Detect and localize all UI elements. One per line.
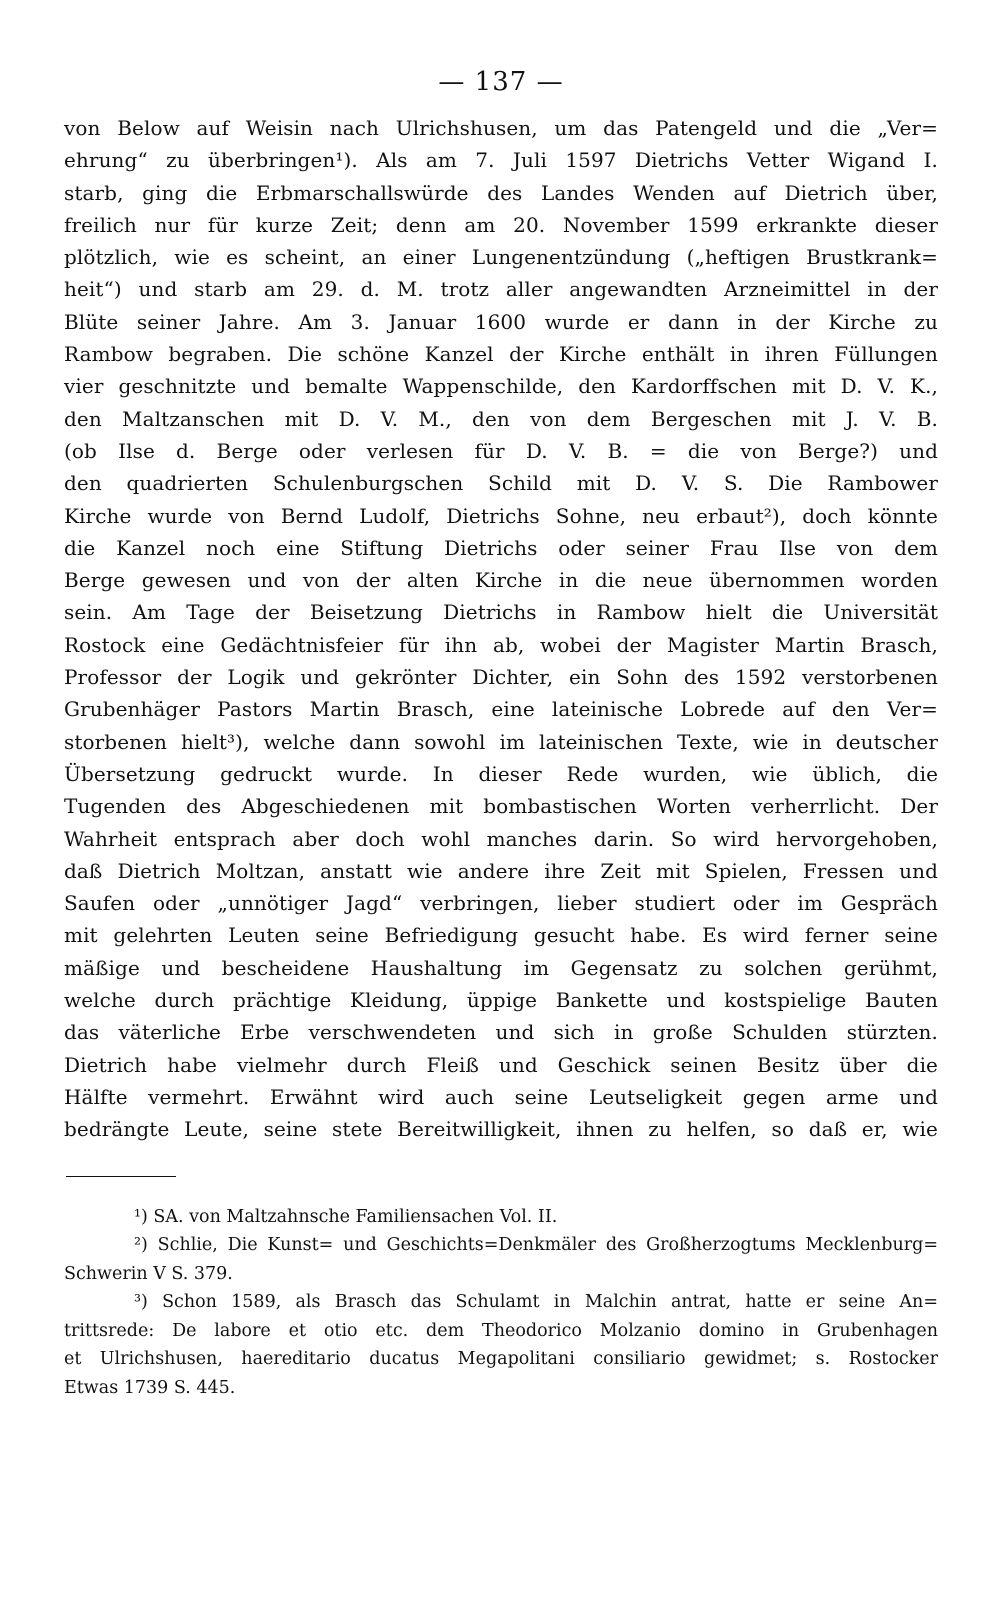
text-line: sein. Am Tage der Beisetzung Dietrichs in Rambow hielt die Universität <box>64 600 938 625</box>
text-line: Übersetzung gedruckt wurde. In dieser Rede wurden, wie üblich, die <box>64 761 938 786</box>
text-line: Berge gewesen und von der alten Kirche in die neue übernommen worden <box>64 568 938 593</box>
text-line: starb, ging die Erbmarschallswürde des Landes Wenden auf Dietrich über, <box>64 180 938 205</box>
footnote <box>64 1203 938 1232</box>
footnote-line: ²) Schlie, Die Kunst= und Geschichts=Denkmäler des Großherzogtums Mecklenburg= <box>134 1235 938 1256</box>
footnote <box>64 1231 938 1288</box>
text-line: Tugenden des Abgeschiedenen mit bombastischen Worten verherrlicht. Der <box>64 794 938 819</box>
text-line: von Below auf Weisin nach Ulrichshusen, um das Patengeld und die „Ver= <box>64 116 938 140</box>
text-line: plötzlich, wie es scheint, an einer Lungenentzündung („heftigen Brustkrank= <box>64 245 938 270</box>
text-line: storbenen hielt³), welche dann sowohl im lateinischen Texte, wie in deutscher <box>64 729 938 754</box>
text-line: freilich nur für kurze Zeit; denn am 20. November 1599 erkrankte dieser <box>64 212 938 237</box>
text-line: bedrängte Leute, seine stete Bereitwilligkeit, ihnen zu helfen, so daß er, wie <box>64 1117 938 1142</box>
text-line: Hälfte vermehrt. Erwähnt wird auch seine Leutseligkeit gegen arme und <box>64 1084 938 1109</box>
text-line: Dietrich habe vielmehr durch Fleiß und Geschick seinen Besitz über die <box>64 1052 938 1077</box>
text-line: Blüte seiner Jahre. Am 3. Januar 1600 wurde er dann in der Kirche zu <box>64 309 938 334</box>
footnote <box>64 1288 938 1402</box>
text-line: Wahrheit entsprach aber doch wohl manches darin. So wird hervorgehoben, <box>64 826 938 851</box>
text-line: ehrung“ zu überbringen¹). Als am 7. Juli 1597 Dietrichs Vetter Wigand I. <box>64 148 938 173</box>
text-line: vier geschnitzte und bemalte Wappenschilde, den Kardorffschen mit D. V. K., <box>64 374 938 399</box>
footnote-line: trittsrede: De labore et otio etc. dem Theodorico Molzanio domino in Grubenhagen <box>64 1320 938 1341</box>
text-line: heit“) und starb am 29. d. M. trotz aller angewandten Arzneimittel in der <box>64 277 938 302</box>
text-line: (ob Ilse d. Berge oder verlesen für D. V. B. = die von Berge?) und <box>64 438 938 463</box>
body-text <box>64 112 938 1146</box>
footnote-line: Etwas 1739 S. 445. <box>64 1378 236 1399</box>
text-line: das väterliche Erbe verschwendeten und sich in große Schulden stürzten. <box>64 1020 938 1045</box>
footnotes <box>64 1203 938 1403</box>
text-line: mit gelehrten Leuten seine Befriedigung gesucht habe. Es wird ferner seine <box>64 923 938 948</box>
text-line: mäßige und bescheidene Haushaltung im Gegensatz zu solchen gerühmt, <box>64 955 938 980</box>
footnote-separator <box>66 1176 176 1177</box>
footnote-line: Schwerin V S. 379. <box>64 1263 233 1284</box>
page-number: — 137 — <box>438 67 564 97</box>
text-line: Rambow begraben. Die schöne Kanzel der Kirche enthält in ihren Füllungen <box>64 342 938 367</box>
footnote-line: ¹) SA. von Maltzahnsche Familiensachen Vol. II. <box>134 1206 558 1227</box>
text-line: Grubenhäger Pastors Martin Brasch, eine lateinische Lobrede auf den Ver= <box>64 697 938 722</box>
text-line: Kirche wurde von Bernd Ludolf, Dietrichs Sohne, neu erbaut²), doch könnte <box>64 503 938 528</box>
text-line: daß Dietrich Moltzan, anstatt wie andere ihre Zeit mit Spielen, Fressen und <box>64 858 938 883</box>
text-line: Saufen oder „unnötiger Jagd“ verbringen, lieber studiert oder im Gespräch <box>64 891 938 916</box>
footnote-line: et Ulrichshusen, haereditario ducatus Megapolitani consiliario gewidmet; s. Rostocker <box>64 1349 938 1370</box>
text-line: den quadrierten Schulenburgschen Schild mit D. V. S. Die Rambower <box>64 471 938 496</box>
text-line: Rostock eine Gedächtnisfeier für ihn ab, wobei der Magister Martin Brasch, <box>64 632 938 657</box>
text-line: die Kanzel noch eine Stiftung Dietrichs oder seiner Frau Ilse von dem <box>64 535 938 560</box>
text-line: den Maltzanschen mit D. V. M., den von dem Bergeschen mit J. V. B. <box>64 406 938 431</box>
footnote-line: ³) Schon 1589, als Brasch das Schulamt in Malchin antrat, hatte er seine An= <box>134 1292 938 1313</box>
text-line: Professor der Logik und gekrönter Dichter, ein Sohn des 1592 verstorbenen <box>64 665 938 690</box>
text-line: welche durch prächtige Kleidung, üppige Bankette und kostspielige Bauten <box>64 988 938 1013</box>
